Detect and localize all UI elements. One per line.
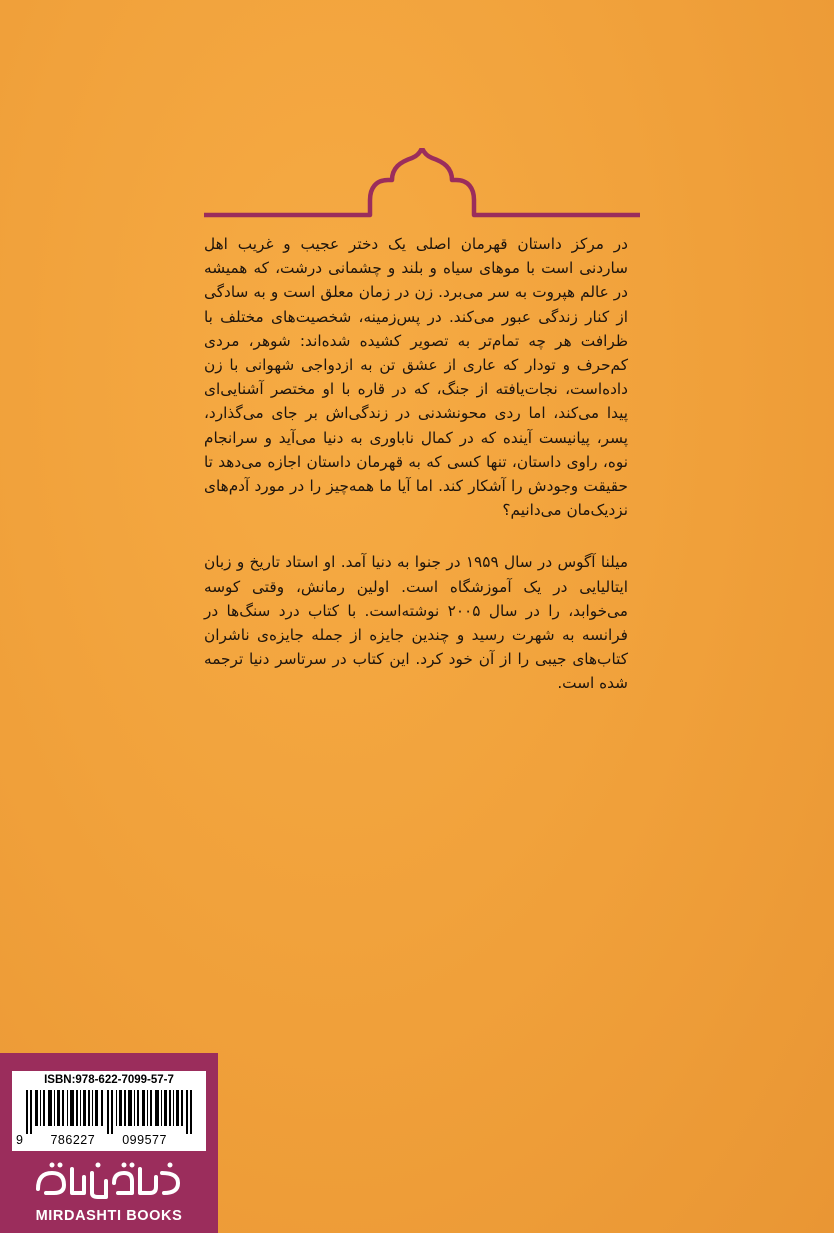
publisher-name: MIRDASHTI BOOKS — [35, 1208, 183, 1224]
isbn-label: ISBN:978-622-7099-57-7 — [44, 1074, 174, 1086]
isbn-barcode — [12, 1071, 206, 1151]
publisher-panel — [0, 1053, 218, 1233]
back-cover-blurb — [204, 232, 628, 696]
barcode-digit-group-1: 786227 — [50, 1133, 96, 1147]
barcode-digits — [16, 1133, 202, 1147]
barcode-lead-digit: 9 — [16, 1133, 24, 1147]
mirdashti-calligraphy-logo-icon — [32, 1159, 184, 1203]
barcode-bars — [18, 1090, 200, 1134]
synopsis-paragraph: در مرکز داستان قهرمان اصلی یک دختر عجیب و غریب اهل ساردنی است با موهای سیاه و بلند و چشمانی درشت، که همیشه در عالم هپروت به سر می‌برد. زن در زمان معلق است و به سادگی از کنار زندگی عبور می‌کند. در پس‌زمینه، شخصیت‌های مختلف با ظرافت هر چه تمام‌تر به تصویر کشیده شده‌اند: شوهر، مردی کم‌حرف و تودار که عاری از عشق تن به ازدواجی شهوانی با زن داده‌است، نجات‌یافته از جنگ، که در قاره با او مختصر آشنایی‌ای پیدا می‌کند، اما ردی محونشدنی در زندگی‌اش بر جای می‌گذارد، پسر، پیانیست آینده که در کمال ناباوری به دنیا می‌آید و سرانجام نوه، راوی داستان، تنها کسی که به قهرمان داستان اجازه می‌دهد تا حقیقت وجودش را آشکار کند. اما آیا ما همه‌چیز را در مورد آدم‌های نزدیک‌مان می‌دانیم؟ — [204, 235, 628, 520]
dome-ornament-icon — [204, 148, 640, 220]
barcode-digit-group-2: 099577 — [122, 1133, 167, 1147]
author-bio-paragraph: میلنا آگوس در سال ۱۹۵۹ در جنوا به دنیا آمد. او استاد تاریخ و زبان ایتالیایی در یک آموزشگاه است. اولین رمانش، وقتی کوسه می‌خوابد، را در سال ۲۰۰۵ نوشته‌است. با کتاب درد سنگ‌ها در فرانسه به شهرت رسید و چندین جایزه از جمله جایزه‌ی ناشران کتاب‌های جیبی را از آن خود کرد. این کتاب در سرتاسر دنیا ترجمه شده است. — [204, 553, 629, 693]
